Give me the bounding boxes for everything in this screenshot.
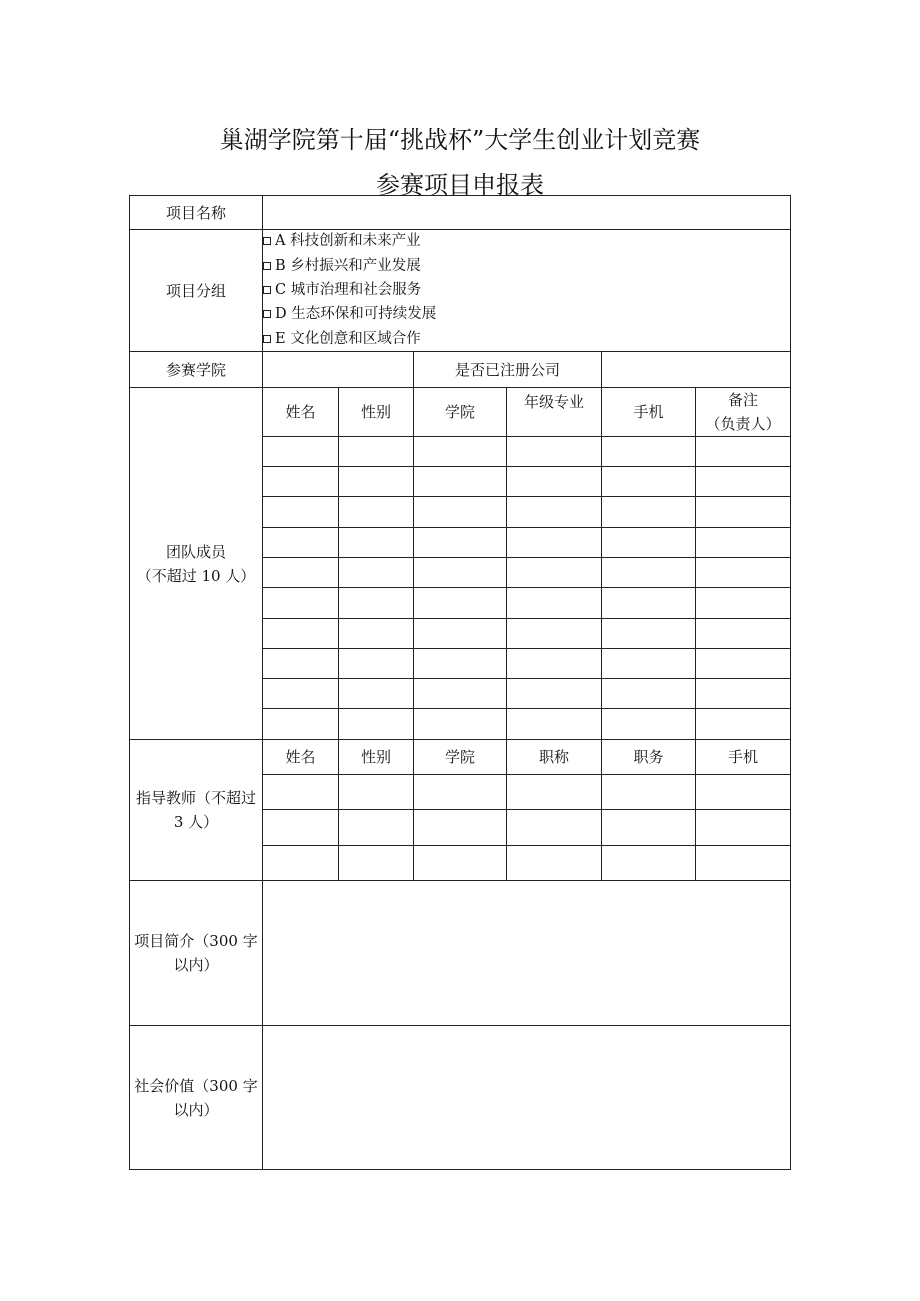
group-option-label: A 科技创新和未来产业	[275, 233, 421, 249]
project-intro-field[interactable]	[263, 881, 790, 1025]
note-line2: （负责人）	[705, 415, 781, 433]
advisor-header-position: 职务	[633, 748, 664, 766]
form-subtitle: 参赛项目申报表	[376, 171, 544, 199]
social-value-label	[130, 1026, 262, 1169]
advisor-header-gender: 性别	[360, 748, 391, 766]
group-option-label: E 文化创意和区域合作	[275, 331, 421, 347]
group-option-b[interactable]	[263, 254, 421, 278]
checkbox-icon[interactable]	[263, 286, 271, 294]
college-label: 参赛学院	[165, 360, 226, 379]
checkbox-icon[interactable]	[263, 237, 271, 245]
team-label-line1: 团队成员	[165, 542, 226, 561]
college-field[interactable]	[263, 352, 413, 387]
intro-label-line2: 以内）	[173, 956, 219, 974]
checkbox-icon[interactable]	[263, 335, 271, 343]
registered-company-field[interactable]	[602, 352, 790, 387]
project-intro-label	[130, 881, 262, 1025]
advisors-label	[130, 740, 262, 880]
advisor-header-phone: 手机	[727, 748, 758, 766]
team-header-college: 学院	[444, 403, 475, 421]
checkbox-icon[interactable]	[263, 262, 271, 270]
checkbox-icon[interactable]	[263, 310, 271, 318]
team-header-phone: 手机	[633, 403, 664, 421]
group-option-e[interactable]	[263, 327, 421, 351]
value-label-line2: 以内）	[173, 1100, 219, 1119]
value-label-line1: 社会价值（300 字	[134, 1076, 258, 1095]
advisor-header-title: 职称	[538, 748, 569, 766]
project-group-label: 项目分组	[165, 281, 226, 300]
team-header-grade-major: 年级专业	[523, 393, 584, 411]
group-option-label: B 乡村振兴和产业发展	[275, 258, 421, 274]
registered-company-label: 是否已注册公司	[454, 360, 560, 379]
intro-label-line1: 项目简介（300 字	[134, 932, 258, 950]
project-name-label: 项目名称	[165, 203, 226, 222]
note-line1: 备注	[727, 391, 758, 409]
group-option-label: D 生态环保和可持续发展	[275, 306, 437, 322]
social-value-field[interactable]	[263, 1026, 790, 1169]
form-title: 巢湖学院第十届“挑战杯”大学生创业计划竞赛	[219, 126, 701, 154]
group-option-label: C 城市治理和社会服务	[275, 282, 422, 298]
advisor-header-name: 姓名	[285, 748, 316, 766]
group-option-c[interactable]	[263, 278, 421, 302]
team-header-name: 姓名	[285, 403, 316, 421]
group-option-a[interactable]	[263, 229, 421, 253]
team-members-label	[130, 388, 262, 739]
advisor-label-line1: 指导教师（不超过	[135, 789, 256, 807]
project-name-field[interactable]	[263, 196, 790, 229]
group-option-d[interactable]	[263, 302, 436, 326]
team-header-note	[696, 388, 790, 436]
team-header-gender: 性别	[360, 403, 391, 421]
advisor-header-college: 学院	[444, 748, 475, 766]
team-label-line2: （不超过 10 人）	[136, 566, 256, 585]
advisor-label-line2: 3 人）	[173, 813, 219, 831]
